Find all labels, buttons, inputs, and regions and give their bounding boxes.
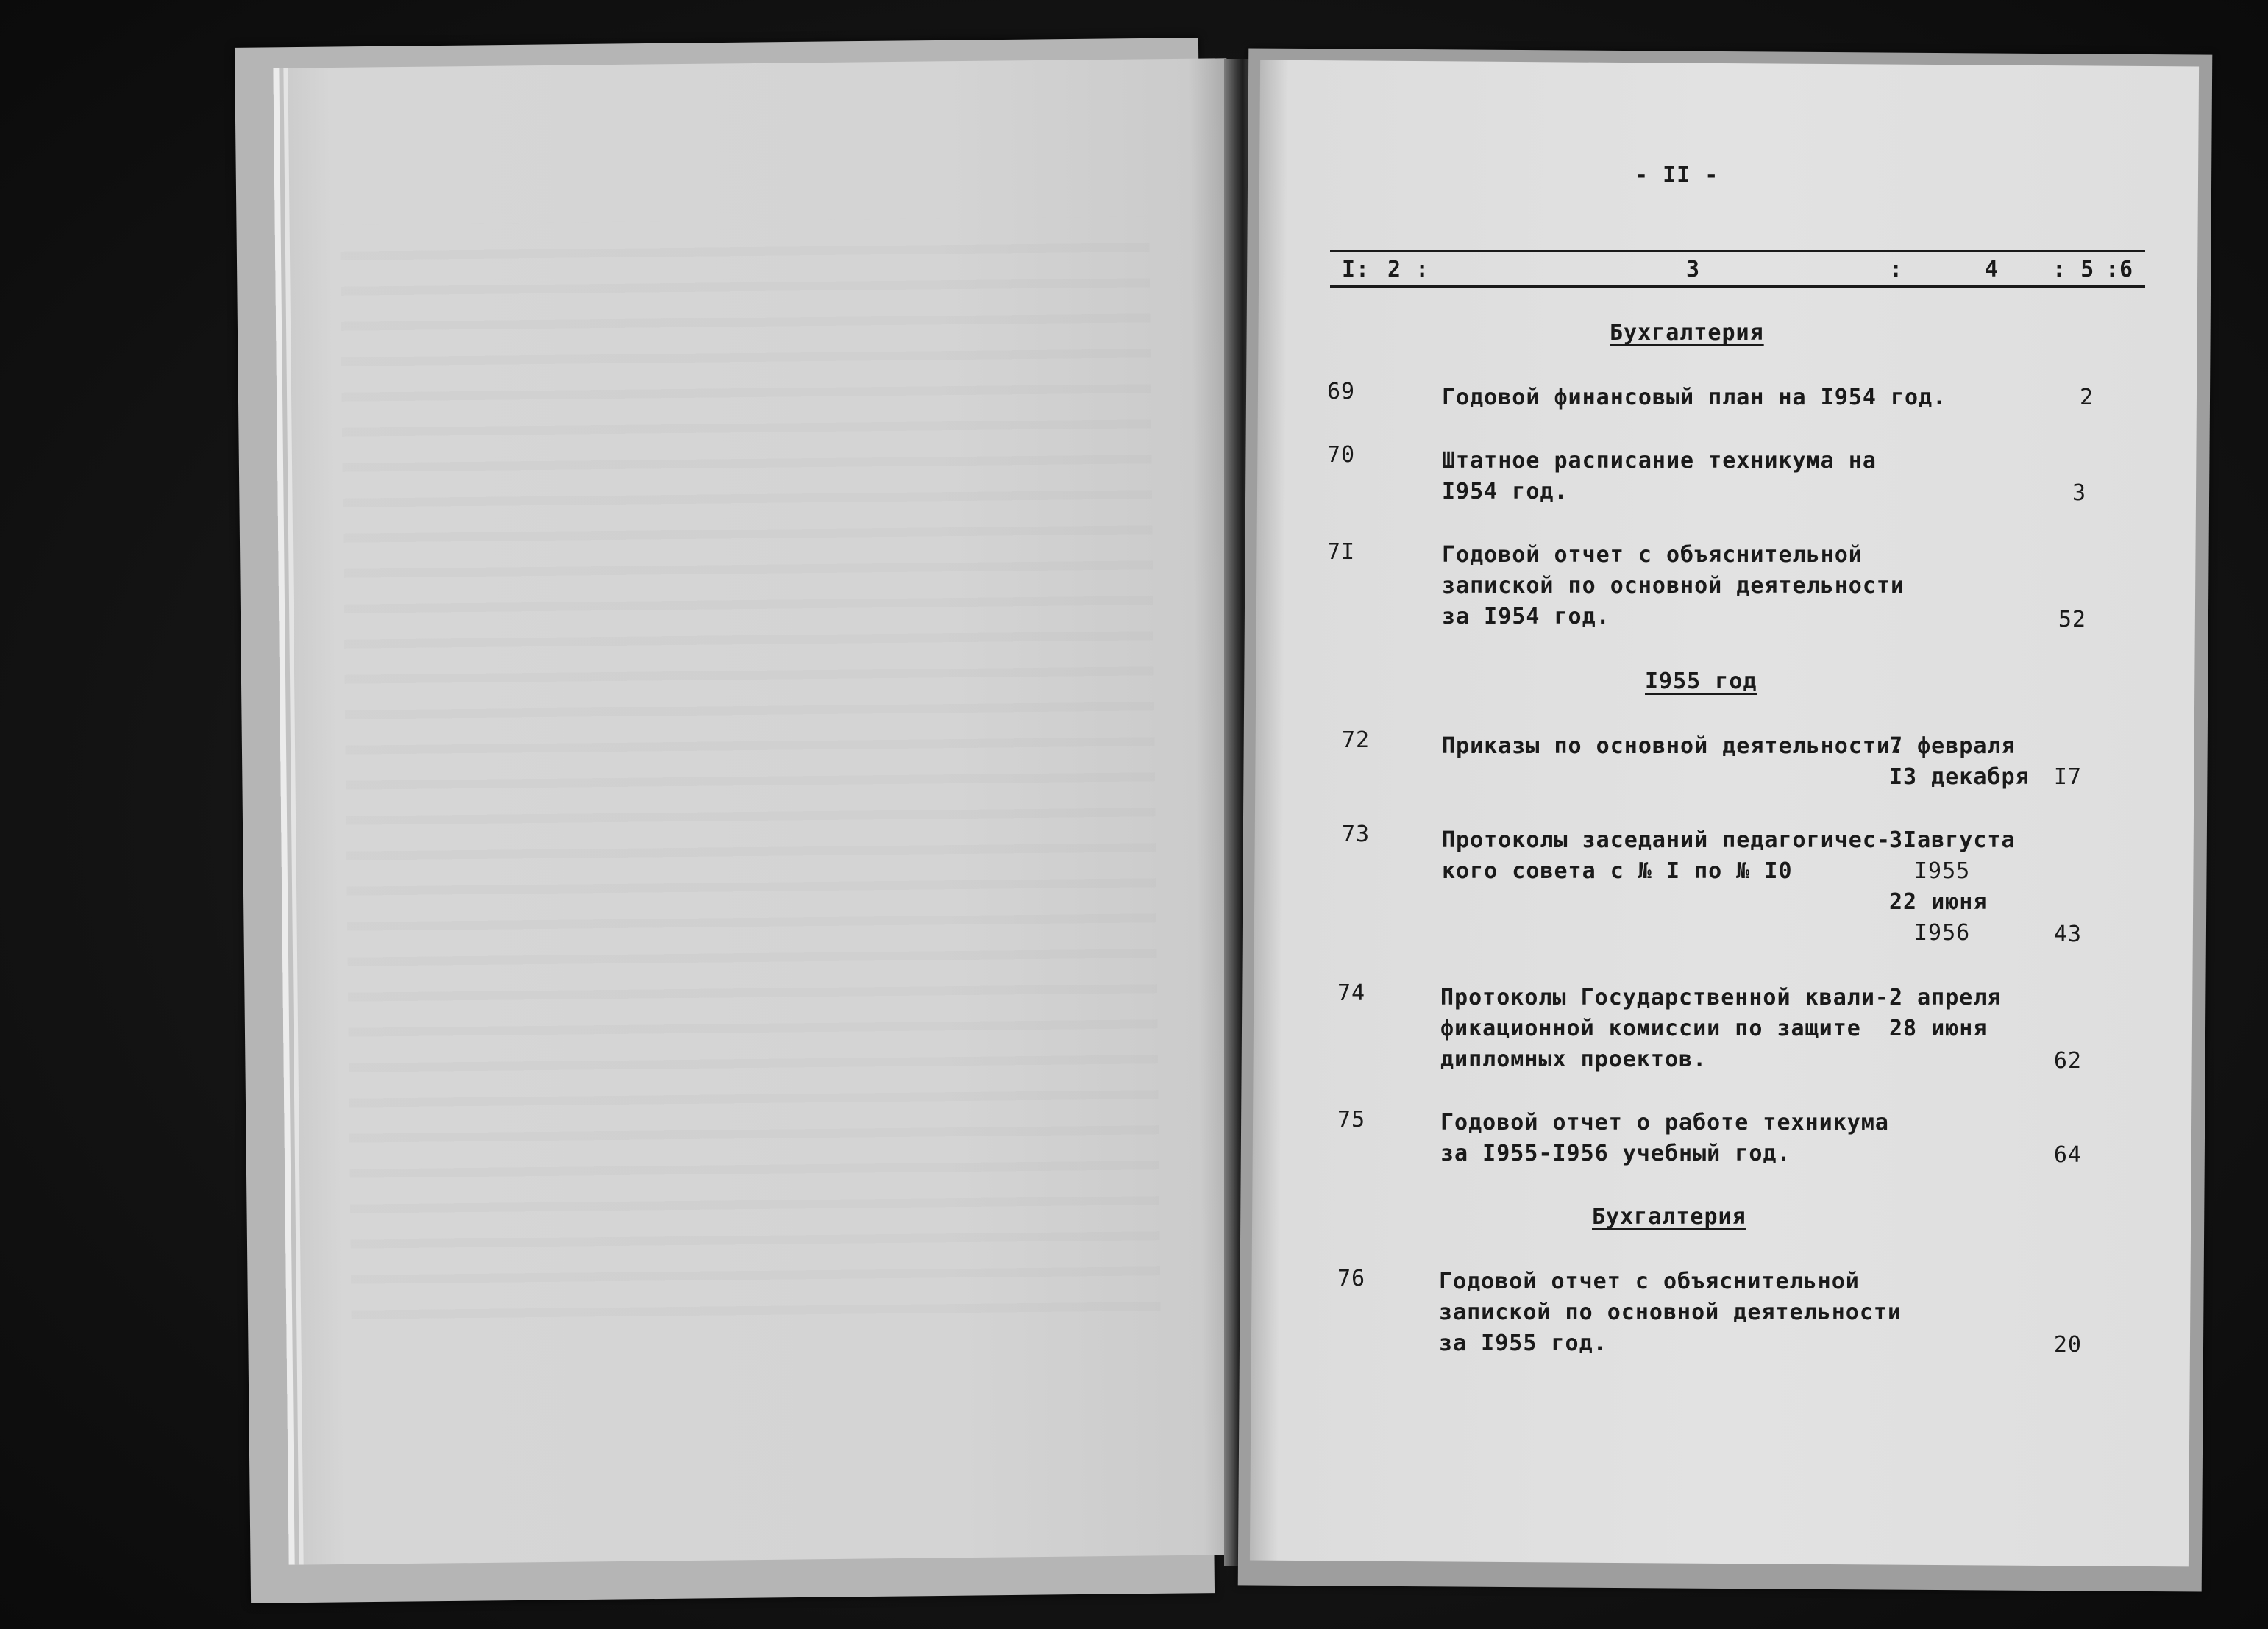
row-70-pages: 3	[2072, 480, 2086, 506]
row-69-number: 69	[1327, 379, 1356, 404]
row-73-date-3: 22 июня	[1889, 889, 1988, 915]
row-75-title-line2: за I955-I956 учебный год.	[1440, 1141, 1791, 1166]
header-col-4: 4	[1985, 257, 1999, 282]
section-heading-accounting-2: Бухгалтерия	[1592, 1204, 1746, 1230]
row-69-pages: 2	[2079, 385, 2094, 410]
row-71-title-line2: запиской по основной деятельности	[1442, 573, 1905, 599]
page-number: - II -	[1635, 163, 1719, 188]
header-col-3: 3	[1686, 257, 1701, 282]
row-76-title-line1: Годовой отчет с объяснительной	[1439, 1269, 1860, 1294]
row-74-date-1: 2 апреля	[1889, 985, 2002, 1010]
row-73-title-line2: кого совета с № I по № I0	[1442, 858, 1793, 884]
row-71-title-line3: за I954 год.	[1442, 604, 1610, 630]
row-75-title-line1: Годовой отчет о работе техникума	[1440, 1110, 1889, 1136]
row-71-number: 7I	[1327, 539, 1356, 565]
row-76-pages: 20	[2053, 1332, 2082, 1358]
row-76-number: 76	[1337, 1266, 1366, 1291]
row-70-title-line2: I954 год.	[1442, 479, 1568, 505]
row-75-number: 75	[1337, 1107, 1366, 1133]
header-rule-top	[1330, 250, 2145, 252]
row-69-title-line1: Годовой финансовый план на I954 год.	[1442, 385, 1947, 410]
row-72-date-2: I3 декабря	[1889, 764, 2030, 790]
row-73-pages: 43	[2053, 922, 2082, 947]
row-72-date-1: 7 февраля	[1889, 733, 2016, 759]
header-col-1: I:	[1342, 257, 1371, 282]
row-74-date-2: 28 июня	[1889, 1016, 1988, 1041]
row-72-title-line1: Приказы по основной деятельности.	[1442, 733, 1905, 759]
row-74-title-line2: фикационной комиссии по защите	[1440, 1016, 1861, 1041]
row-70-title-line1: Штатное расписание техникума на	[1442, 448, 1877, 474]
row-70-number: 70	[1327, 442, 1356, 468]
section-heading-accounting: Бухгалтерия	[1610, 320, 1764, 346]
header-col-6: :6	[2105, 257, 2134, 282]
row-72-number: 72	[1342, 727, 1371, 753]
row-73-number: 73	[1342, 821, 1371, 847]
row-74-title-line1: Протоколы Государственной квали-	[1440, 985, 1889, 1010]
row-73-title-line1: Протоколы заседаний педагогичес-	[1442, 827, 1891, 853]
header-col-2: 2 :	[1387, 257, 1430, 282]
row-76-title-line3: за I955 год.	[1439, 1330, 1607, 1356]
row-74-title-line3: дипломных проектов.	[1440, 1047, 1707, 1072]
row-72-pages: I7	[2053, 764, 2082, 790]
row-74-number: 74	[1337, 980, 1366, 1006]
row-71-title-line1: Годовой отчет с объяснительной	[1442, 542, 1863, 568]
row-76-title-line2: запиской по основной деятельности	[1439, 1300, 1902, 1325]
row-73-date-2: I955	[1914, 858, 1971, 884]
row-74-pages: 62	[2053, 1048, 2082, 1074]
header-col-5: : 5	[2052, 257, 2095, 282]
row-73-date-1: 3Iавгуста	[1889, 827, 2016, 853]
header-col-3-sep: :	[1889, 257, 1904, 282]
header-rule-bottom	[1330, 285, 2145, 288]
row-73-date-4: I956	[1914, 920, 1971, 946]
row-75-pages: 64	[2053, 1142, 2082, 1168]
bleed-through-text	[340, 216, 1161, 1327]
row-71-pages: 52	[2058, 607, 2086, 632]
section-heading-1955: I955 год	[1645, 669, 1757, 694]
